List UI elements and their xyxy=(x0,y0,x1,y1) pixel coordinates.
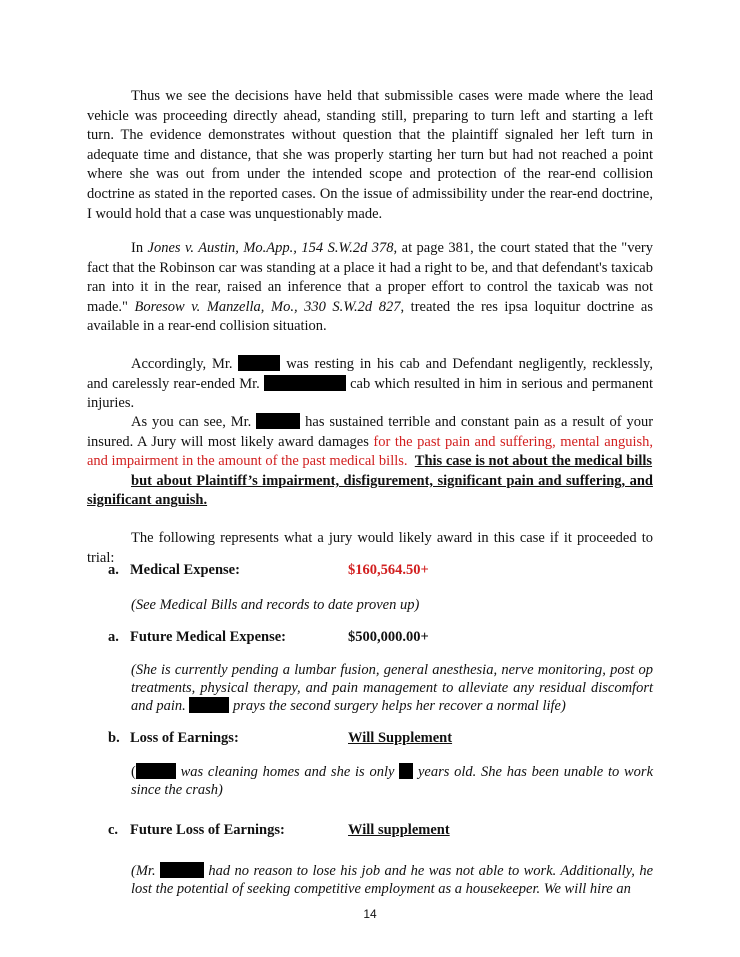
item-value-medical-expense: $160,564.50+ xyxy=(348,562,429,578)
redaction-box xyxy=(264,375,346,391)
note-future-loss-of-earnings xyxy=(131,862,653,898)
para4-part1: As you can see, Mr. xyxy=(131,414,252,430)
para2-lead: In xyxy=(131,240,148,256)
damages-red-text: for the past pain and suffering, mental anguish, and impairment in the amount of the past medical bills. xyxy=(87,433,653,470)
paragraph-decisions: Thus we see the decisions have held that submissible cases were made where the lead vehicle was proceeding directly ahead, standing still, preparing to turn left and starting a left turn. The evidence demonstrates without question that the plaintiff signaled her left turn in adequate time and distance, that she was properly starting her turn but had not reached a point where she was out from under the intended scope and protection of the rear-end collision doctrine as stated in the reported cases. On the issue of admissibility under the rear-end doctrine, I would hold that a case was unquestionably made. xyxy=(87,88,653,222)
redaction-box xyxy=(136,763,176,779)
emphasis-line-3: significant anguish. xyxy=(87,492,208,509)
redaction-box xyxy=(160,862,204,878)
redaction-box xyxy=(256,413,300,429)
item-label: Future Loss of Earnings: xyxy=(130,822,285,838)
item-letter: b. xyxy=(108,730,120,746)
item-letter: c. xyxy=(108,822,119,838)
citation-jones-v-austin: Jones v. Austin, Mo.App., 154 S.W.2d 378 xyxy=(147,240,394,256)
item-value-loss-of-earnings: Will Supplement xyxy=(348,730,453,746)
redaction-box xyxy=(189,697,229,713)
citation-boresow-v-manzella: Boresow v. Manzella, Mo., 330 S.W.2d 827 xyxy=(134,298,401,315)
item-label: Loss of Earnings: xyxy=(130,730,239,746)
para3-part1: Accordingly, Mr. xyxy=(131,356,233,372)
note-part: had no reason to lose his job and he was not able to work. Additionally, he lost the potential of seeking competitive employment as a housekeeper. We will hire an xyxy=(131,863,654,897)
note-part: (Mr. xyxy=(131,863,156,879)
item-letter: a. xyxy=(108,629,119,645)
item-label: Medical Expense: xyxy=(130,562,240,578)
item-future-loss-of-earnings xyxy=(108,822,285,839)
page-number: 14 xyxy=(363,907,377,921)
emphasis-line-1: This case is not about the medical bills xyxy=(414,453,653,470)
item-value-future-medical-expense: $500,000.00+ xyxy=(348,629,429,645)
note-future-medical-expense xyxy=(131,662,653,716)
item-future-medical-expense xyxy=(108,629,286,646)
item-label: Future Medical Expense: xyxy=(130,629,286,645)
note-medical-expense: (See Medical Bills and records to date proven up) xyxy=(131,597,420,613)
para3-part2: was resting in his cab and Defendant negligently, recklessly, and carelessly rear-ended Mr. xyxy=(87,356,653,392)
note-loss-of-earnings xyxy=(131,763,653,799)
item-value-future-loss-of-earnings: Will supplement xyxy=(348,822,450,838)
para4-part2: has sustained terrible and constant pain as a result of your insured. A Jury will most likely award damages xyxy=(87,414,654,450)
para3-part3: cab which resulted in him in serious and permanent injuries. xyxy=(87,375,654,412)
note-part: (She is currently pending a lumbar fusion, general anesthesia, nerve monitoring, post op treatments, physical therapy, and pain management to alleviate any residual discomfort and pain. xyxy=(131,662,653,714)
paragraph-following-represents: The following represents what a jury would likely award in this case if it proceeded to trial: xyxy=(87,530,653,566)
note-part: years old. She has been unable to work since the crash) xyxy=(131,764,654,798)
para2-tail: , treated the res ipsa loquitur doctrine as available in a rear-end collision situation. xyxy=(87,298,653,335)
paragraph-as-you-can-see xyxy=(87,413,653,511)
item-letter: a. xyxy=(108,562,119,578)
item-loss-of-earnings xyxy=(108,730,239,747)
para2-mid: , at page 381, the court stated that the "very fact that the Robinson car was standing at a place it had a right to be, and that defendant's taxicab ran into it in the rear, raised an inference that a proper effort to control the taxicab was not made." xyxy=(87,240,653,315)
redaction-box xyxy=(238,355,280,371)
paragraph-jones-v-austin xyxy=(87,239,653,337)
redaction-box xyxy=(399,763,413,779)
emphasis-line-2: but about Plaintiff’s impairment, disfigurement, significant pain and suffering, and xyxy=(131,472,653,489)
note-part: was cleaning homes and she is only xyxy=(180,764,395,780)
item-medical-expense xyxy=(108,562,240,579)
note-part: prays the second surgery helps her recover a normal life) xyxy=(233,698,566,714)
paragraph-accordingly xyxy=(87,355,653,414)
note-part: ( xyxy=(131,764,136,780)
